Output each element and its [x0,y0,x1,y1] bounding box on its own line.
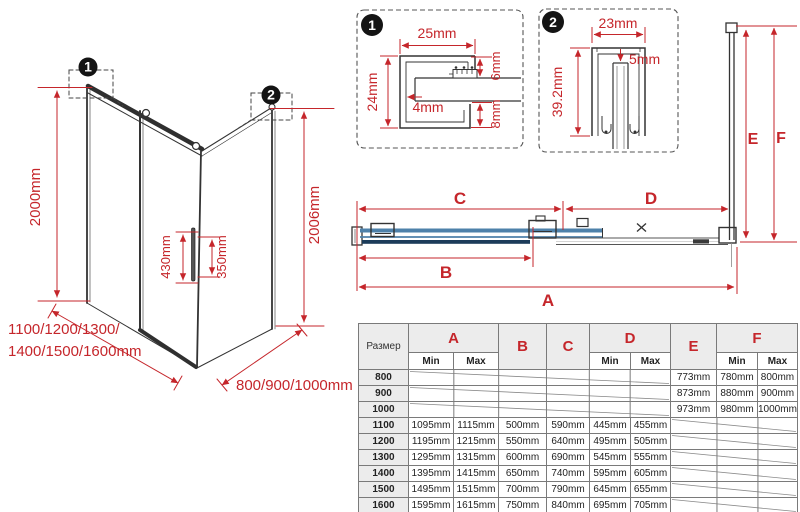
na-cell [409,402,671,418]
value-cell: 605mm [631,466,671,482]
value-cell: 800mm [758,370,798,386]
table-row [359,498,798,512]
na-diagonal [671,450,797,465]
max-header: Max [454,353,499,370]
value-cell: 555mm [631,450,671,466]
dim-letter-f: F [776,130,786,147]
value-cell: 645mm [590,482,631,498]
table-row [359,450,798,466]
max-header: Max [758,353,798,370]
dim-height-right: 2006mm [306,185,323,245]
value-cell: 1195mm [409,434,454,450]
side-panel-top [202,108,271,151]
value-cell: 590mm [547,418,590,434]
dim-gap-bottom: 8mm [488,99,503,129]
column-header-d: D [590,324,671,353]
value-cell: 690mm [547,450,590,466]
callout-2-number: 2 [267,86,275,103]
max-header: Max [631,353,671,370]
value-cell: 900mm [758,386,798,402]
dim-gap-top: 6mm [488,51,503,81]
value-cell: 705mm [631,498,671,512]
na-diagonal [409,402,670,417]
value-cell: 780mm [717,370,758,386]
dim-profile-width: 25mm [417,25,457,41]
value-cell: 1095mm [409,418,454,434]
value-cell: 655mm [631,482,671,498]
bottom-rail [140,330,196,367]
value-cell: 550mm [499,434,547,450]
size-cell: 1400 [359,466,409,482]
value-cell: 790mm [547,482,590,498]
iso-view [8,58,353,395]
value-cell: 740mm [547,466,590,482]
na-cell [671,498,798,512]
na-cell [671,466,798,482]
value-cell: 1000mm [758,402,798,418]
svg-text:2: 2 [549,14,557,30]
size-cell: 1500 [359,482,409,498]
dim-letter-c: C [453,189,467,208]
door-handle [192,228,196,281]
na-cell [671,434,798,450]
dim-profile-height: 24mm [364,72,380,112]
dim-letter-d: D [644,189,658,208]
value-cell: 695mm [590,498,631,512]
column-header-e: E [671,324,717,370]
svg-text:1: 1 [368,17,376,33]
size-table [358,323,798,512]
size-cell: 900 [359,386,409,402]
na-cell [409,386,671,402]
min-header: Min [590,353,631,370]
dim-letter-b: B [439,263,453,282]
na-cell [671,418,798,434]
size-cell: 1000 [359,402,409,418]
value-cell: 873mm [671,386,717,402]
na-diagonal [409,386,670,401]
min-header: Min [409,353,454,370]
dim-front-widths-2: 1400/1500/1600mm [8,343,142,360]
fixed-glass [362,240,530,244]
detail-2-dimensions [570,27,645,136]
size-table-body [359,370,798,512]
dim-rail-width: 23mm [598,15,638,31]
top-rail [88,86,202,149]
min-header: Min [717,353,758,370]
wall-bracket [726,23,737,33]
value-cell: 1295mm [409,450,454,466]
column-header-b: B [499,324,547,370]
end-stopper [577,219,588,227]
value-cell: 1615mm [454,498,499,512]
value-cell: 545mm [590,450,631,466]
plan-dimensions [357,26,797,294]
size-cell: 1100 [359,418,409,434]
value-cell: 445mm [590,418,631,434]
value-cell: 495mm [590,434,631,450]
value-cell: 1215mm [454,434,499,450]
na-diagonal [671,418,797,433]
value-cell: 1515mm [454,482,499,498]
na-cell [671,482,798,498]
value-cell: 980mm [717,402,758,418]
value-cell: 640mm [547,434,590,450]
column-header-a: A [409,324,499,353]
value-cell: 750mm [499,498,547,512]
value-cell: 500mm [499,418,547,434]
value-cell: 880mm [717,386,758,402]
value-cell: 1395mm [409,466,454,482]
plan-view [352,23,797,310]
dim-rail-height: 39.2mm [549,66,565,118]
na-diagonal [671,466,797,481]
value-cell: 1595mm [409,498,454,512]
size-cell: 800 [359,370,409,386]
dim-gap-inner: 4mm [412,99,444,115]
value-cell: 1115mm [454,418,499,434]
size-cell: 1200 [359,434,409,450]
na-cell [409,370,671,386]
na-diagonal [671,434,797,449]
table-row [359,370,798,386]
detail-1 [357,10,523,148]
na-diagonal [671,498,797,512]
detail-2 [539,9,678,152]
floor-edge-side [197,329,272,368]
table-row [359,434,798,450]
callout-1-number: 1 [84,58,92,75]
size-cell: 1600 [359,498,409,512]
table-row [359,418,798,434]
roller-icon [193,143,200,150]
table-row [359,482,798,498]
na-diagonal [671,482,797,497]
column-header-f: F [717,324,798,353]
corner-post [197,151,201,367]
value-cell: 595mm [590,466,631,482]
value-cell: 1315mm [454,450,499,466]
value-cell: 973mm [671,402,717,418]
value-cell: 600mm [499,450,547,466]
value-cell: 505mm [631,434,671,450]
dim-handle-inner: 350mm [214,235,229,279]
value-cell: 840mm [547,498,590,512]
size-cell: 1300 [359,450,409,466]
roller-icon [143,110,150,117]
table-row [359,466,798,482]
value-cell: 650mm [499,466,547,482]
dim-side-widths: 800/900/1000mm [236,377,353,394]
column-header-c: C [547,324,590,370]
value-cell: 455mm [631,418,671,434]
value-cell: 1415mm [454,466,499,482]
size-column-header: Размер [359,324,409,370]
dim-height-left: 2000mm [27,167,44,227]
value-cell: 700mm [499,482,547,498]
value-cell: 1495mm [409,482,454,498]
dim-rail-gap: 5mm [629,51,661,67]
dim-front-widths-1: 1100/1200/1300/ [8,321,120,338]
sliding-door-glass [360,229,603,233]
value-cell: 773mm [671,370,717,386]
table-row [359,402,798,418]
dim-handle-outer: 430mm [158,235,173,279]
dim-letter-e: E [747,131,759,148]
na-diagonal [409,370,670,385]
na-cell [671,450,798,466]
dim-letter-a: A [541,291,555,310]
table-row [359,386,798,402]
